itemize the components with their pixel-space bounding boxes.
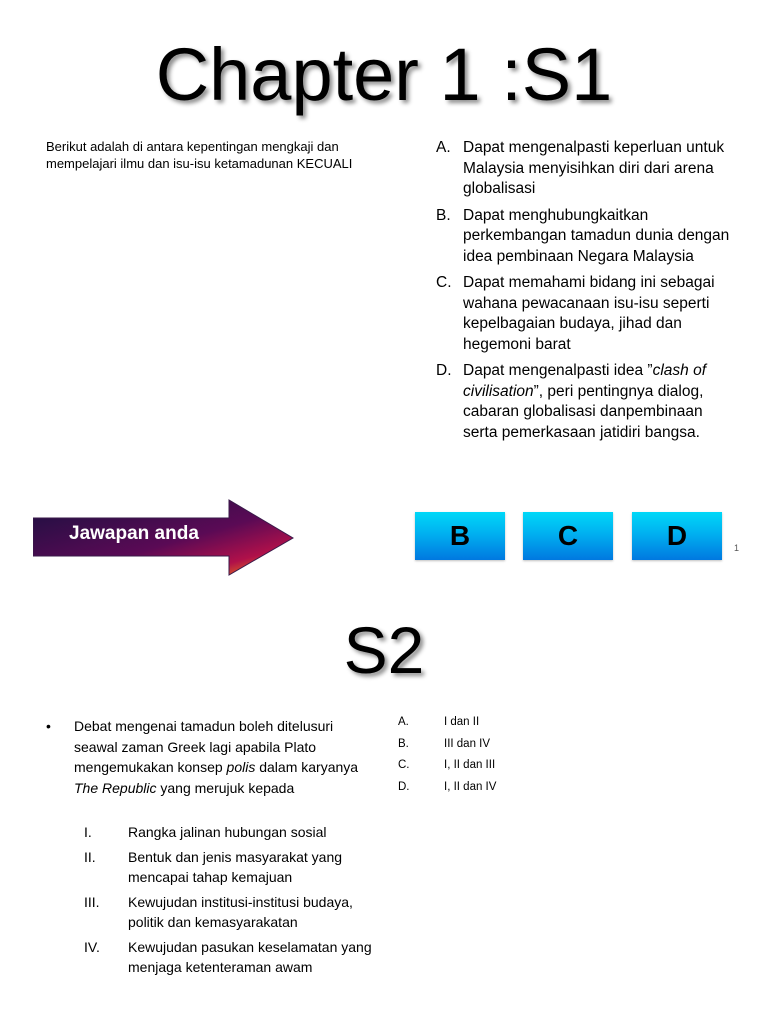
slide-title: Chapter 1 :S1 [155, 33, 613, 116]
question-text [74, 716, 376, 798]
roman-text: Bentuk dan jenis masyarakat yang mencapai tahap kemajuan [128, 848, 343, 885]
answer-label: Jawapan anda [69, 523, 199, 544]
option-b [398, 736, 598, 752]
option-letter: C. [436, 274, 452, 291]
option-letter: D. [436, 362, 452, 379]
slide-title: S2 [343, 613, 425, 687]
option-letter: A. [436, 139, 451, 156]
roman-text: Kewujudan institusi-institusi budaya, politik dan kemasyarakatan [128, 893, 353, 930]
option-d [398, 779, 598, 795]
answer-button-b[interactable]: B [415, 512, 505, 560]
roman-item [84, 937, 384, 978]
option-text: Dapat memahami bidang ini sebagai wahana pewacanaan isu-isu seperti kepelbagaian budaya, jihad dan hegemoni barat [463, 274, 715, 353]
bullet-icon: • [46, 718, 51, 734]
roman-numeral: III. [84, 893, 100, 910]
option-text: I, II dan III [444, 759, 496, 771]
option-text: I dan II [444, 716, 480, 728]
option-text-part: Dapat mengenalpasti idea ” [463, 362, 653, 379]
option-text: III dan IV [444, 737, 491, 750]
question-text-italic: The Republic [74, 779, 157, 796]
option-letter: A. [398, 716, 409, 728]
roman-item [84, 822, 384, 843]
answer-button-d[interactable]: D [632, 512, 722, 560]
roman-list [84, 822, 384, 982]
question-text-part: Debat mengenai tamadun boleh ditelusuri seawal zaman Greek lagi apabila Plato mengemukakan konsep [74, 718, 334, 775]
option-text-italic: clash of civilisation [463, 362, 706, 400]
answer-options-list [436, 138, 736, 449]
question-text: Berikut adalah di antara kepentingan mengkaji dan mempelajari ilmu dan isu-isu ketamadunan KECUALI [46, 139, 353, 171]
option-a [436, 138, 736, 200]
roman-item [84, 847, 384, 888]
answer-arrow [33, 498, 295, 576]
option-letter: B. [398, 737, 409, 750]
option-text: I, II dan IV [444, 780, 497, 793]
option-letter: D. [398, 780, 410, 793]
option-letter: B. [436, 206, 451, 224]
roman-numeral: II. [84, 848, 96, 865]
option-c [398, 757, 598, 773]
question-text-part: yang merujuk kepada [156, 779, 295, 796]
option-c [436, 273, 736, 355]
option-letter: C. [398, 759, 410, 771]
question-text-part: dalam karyanya [255, 759, 359, 775]
roman-numeral: I. [84, 824, 92, 840]
roman-text: Rangka jalinan hubungan sosial [128, 824, 327, 840]
question-list [46, 716, 376, 798]
page-number: 1 [734, 543, 740, 553]
option-text-part: ”, peri pentingnya dialog, cabaran globalisasi danpembinaan serta pemerkasaan jatidiri bangsa. [463, 382, 704, 441]
roman-item [84, 892, 384, 933]
option-d [436, 361, 736, 443]
option-text [463, 361, 736, 443]
option-text: Dapat mengenalpasti keperluan untuk Malaysia menyisihkan diri dari arena globalisasi [463, 139, 725, 197]
option-text: Dapat menghubungkaitkan perkembangan tamadun dunia dengan idea pembinaan Negara Malaysia [463, 206, 730, 265]
slide-2 [0, 580, 768, 1024]
roman-numeral: IV. [84, 938, 100, 955]
question-text-italic: polis [226, 759, 256, 775]
option-b [436, 206, 736, 268]
answer-options-list [398, 714, 598, 800]
option-a [398, 714, 598, 730]
question-item [46, 716, 376, 798]
roman-text: Kewujudan pasukan keselamatan yang menjaga ketenteraman awam [128, 938, 372, 975]
answer-button-c[interactable]: C [523, 512, 613, 560]
